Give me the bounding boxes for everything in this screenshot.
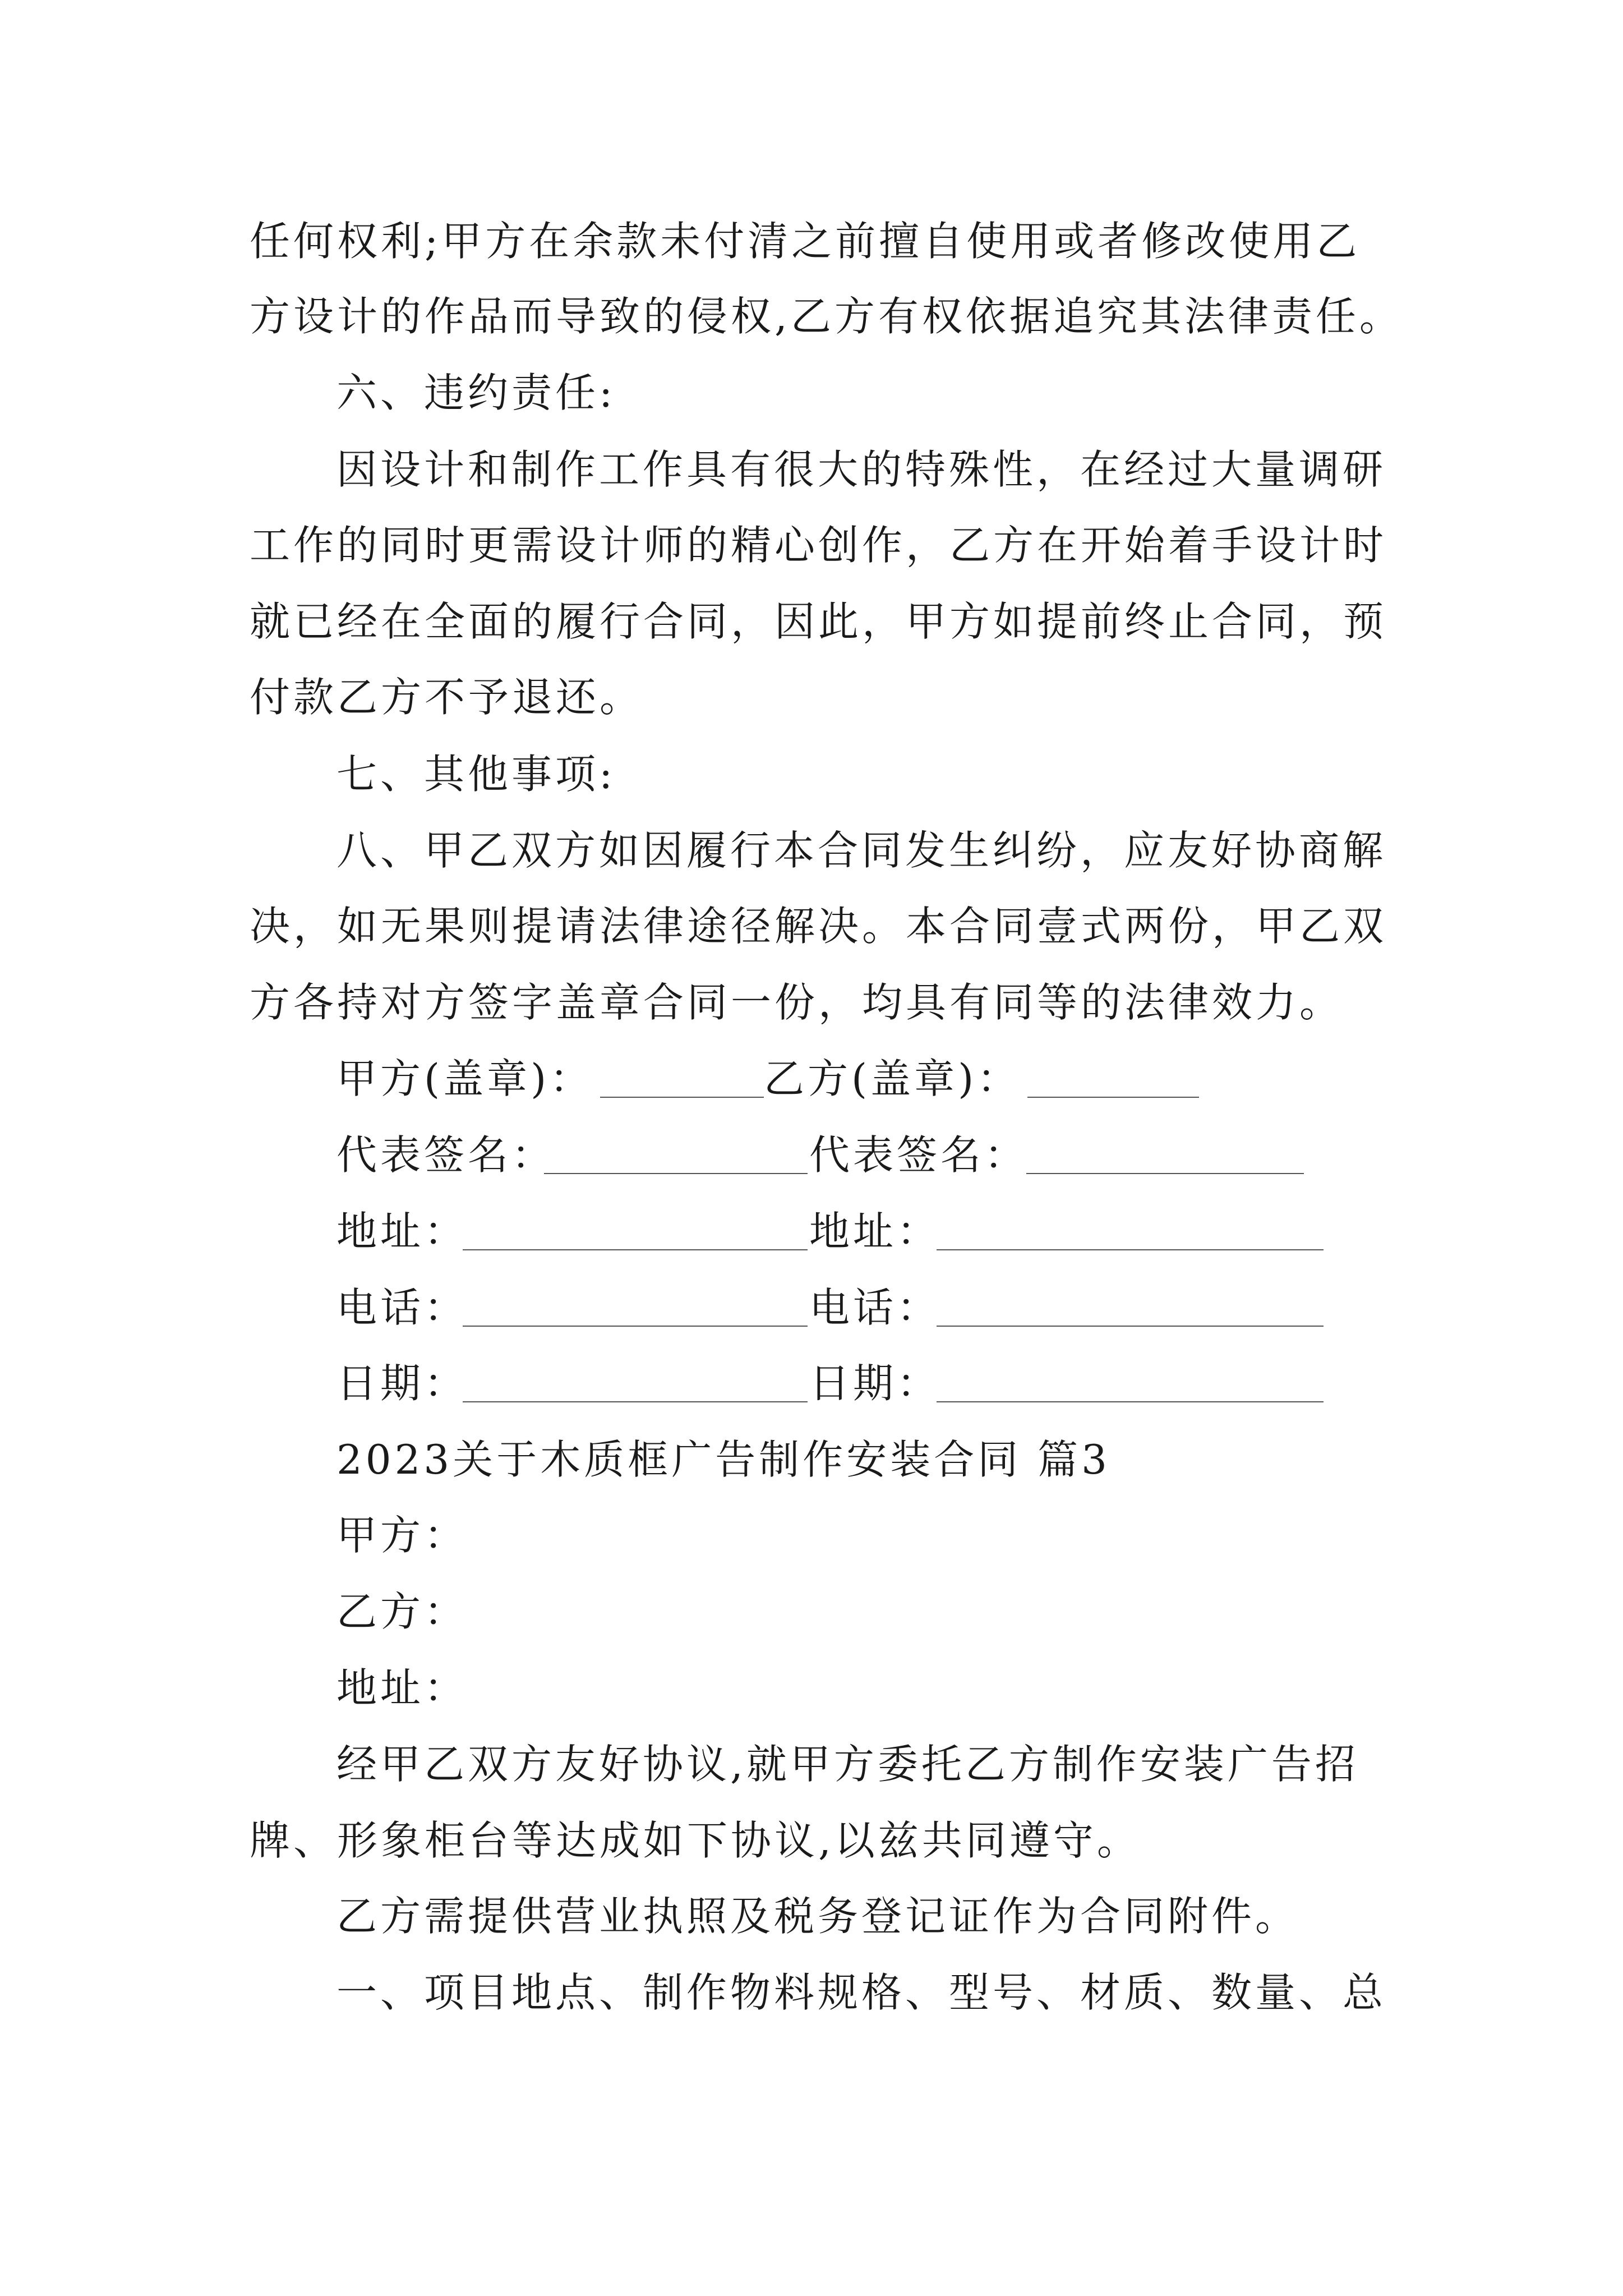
party-b-label: 乙方： bbox=[336, 1588, 468, 1635]
signature-row-date bbox=[336, 1355, 1402, 1411]
paragraph-line: 八、甲乙双方如因履行本合同发生纠纷，应友好协商解 bbox=[336, 827, 1387, 874]
paragraph-line: 因设计和制作工作具有很大的特殊性，在经过大量调研 bbox=[336, 446, 1387, 493]
date-a-label: 日期： bbox=[336, 1360, 468, 1407]
paragraph-line: 决，如无果则提请法律途径解决。本合同壹式两份，甲乙双 bbox=[250, 903, 1387, 950]
rep-b-blank[interactable] bbox=[1026, 1173, 1304, 1174]
date-b-label: 日期： bbox=[809, 1360, 941, 1407]
phone-b-label: 电话： bbox=[809, 1284, 941, 1331]
paragraph-line: 工作的同时更需设计师的精心创作，乙方在开始着手设计时 bbox=[250, 522, 1387, 569]
section-title: 2023关于木质框广告制作安装合同 篇3 bbox=[336, 1436, 1110, 1483]
paragraph-line: 乙方需提供营业执照及税务登记证作为合同附件。 bbox=[336, 1893, 1299, 1940]
addr-b-label: 地址： bbox=[809, 1208, 941, 1255]
rep-a-blank[interactable] bbox=[544, 1173, 808, 1174]
addr-a-label: 地址： bbox=[336, 1208, 468, 1255]
paragraph-line: 一、项目地点、制作物料规格、型号、材质、数量、总 bbox=[336, 1969, 1387, 2016]
signature-row-phone bbox=[336, 1280, 1402, 1336]
party-b-seal-label: 乙方(盖章)： bbox=[764, 1055, 1021, 1102]
party-a-label: 甲方： bbox=[336, 1512, 468, 1559]
phone-a-blank[interactable] bbox=[463, 1326, 808, 1327]
date-a-blank[interactable] bbox=[463, 1401, 808, 1402]
date-b-blank[interactable] bbox=[937, 1401, 1324, 1402]
addr-a-blank[interactable] bbox=[463, 1249, 808, 1250]
paragraph-line: 方各持对方签字盖章合同一份，均具有同等的法律效力。 bbox=[250, 979, 1344, 1026]
paragraph-line: 就已经在全面的履行合同，因此，甲方如提前终止合同，预 bbox=[250, 598, 1387, 645]
section-heading-other: 七、其他事项: bbox=[336, 751, 616, 798]
phone-b-blank[interactable] bbox=[937, 1326, 1324, 1327]
paragraph-line: 方设计的作品而导致的侵权,乙方有权依据追究其法律责任。 bbox=[250, 293, 1403, 340]
paragraph-line: 牌、形象柜台等达成如下协议,以兹共同遵守。 bbox=[250, 1817, 1141, 1864]
signature-row-rep bbox=[336, 1127, 1402, 1183]
rep-a-label: 代表签名： bbox=[336, 1131, 556, 1179]
phone-a-label: 电话： bbox=[336, 1284, 468, 1331]
paragraph-line: 付款乙方不予退还。 bbox=[250, 674, 644, 721]
party-a-seal-label: 甲方(盖章)： bbox=[336, 1055, 594, 1102]
rep-b-label: 代表签名： bbox=[809, 1131, 1029, 1179]
addr-b-blank[interactable] bbox=[937, 1249, 1324, 1250]
party-b-seal-blank[interactable] bbox=[1027, 1097, 1199, 1098]
signature-row-seal bbox=[336, 1051, 1402, 1107]
signature-row-address bbox=[336, 1203, 1402, 1259]
party-a-seal-blank[interactable] bbox=[600, 1097, 764, 1098]
paragraph-line: 经甲乙双方友好协议,就甲方委托乙方制作安装广告招 bbox=[336, 1741, 1359, 1788]
paragraph-line: 任何权利;甲方在余款未付清之前擅自使用或者修改使用乙 bbox=[250, 218, 1361, 265]
address-label: 地址： bbox=[336, 1664, 468, 1711]
section-heading-breach: 六、违约责任: bbox=[336, 369, 616, 416]
